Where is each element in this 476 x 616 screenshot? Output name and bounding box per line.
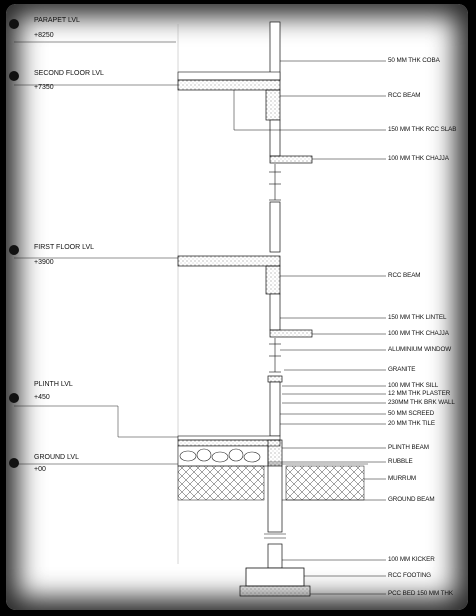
level-name-ground: GROUND LVL bbox=[34, 454, 79, 461]
level-value-plinth: +450 bbox=[34, 394, 50, 401]
murrum-fill-left bbox=[178, 466, 264, 500]
callout-rcc-beam-lower: RCC BEAM bbox=[388, 272, 421, 279]
rcc-footing bbox=[246, 568, 304, 586]
callout-rcc-footing: RCC FOOTING bbox=[388, 572, 431, 579]
callout-tile: 20 MM THK TILE bbox=[388, 420, 436, 427]
level-value-ground: +00 bbox=[34, 466, 46, 473]
callout-rubble: RUBBLE bbox=[388, 458, 413, 465]
level-value-second-floor: +7350 bbox=[34, 84, 54, 91]
callout-plaster: 12 MM THK PLASTER bbox=[388, 390, 451, 397]
callout-rcc-beam-upper: RCC BEAM bbox=[388, 92, 421, 99]
callout-pcc-bed: PCC BED 150 MM THK bbox=[388, 590, 453, 597]
column-stub bbox=[268, 466, 282, 532]
chajja-upper bbox=[270, 156, 312, 163]
callout-leaders bbox=[234, 61, 386, 594]
murrum-fill-right bbox=[286, 466, 364, 500]
level-name-plinth: PLINTH LVL bbox=[34, 381, 73, 388]
chajja-lower bbox=[270, 330, 312, 337]
callout-murrum: MURRUM bbox=[388, 475, 417, 482]
second-floor-beam bbox=[266, 90, 280, 120]
callout-ground-beam: GROUND BEAM bbox=[388, 496, 435, 503]
callout-sill: 100 MM THK SILL bbox=[388, 382, 439, 389]
first-floor-slab bbox=[178, 256, 280, 266]
rubble-fill bbox=[178, 446, 268, 466]
kicker bbox=[268, 544, 282, 568]
callout-kicker: 100 MM KICKER bbox=[388, 556, 435, 563]
callout-lintel: 150 MM THK LINTEL bbox=[388, 314, 447, 321]
pcc-bed bbox=[240, 586, 310, 596]
callout-brick-wall: 230MM THK BRK WALL bbox=[388, 399, 455, 406]
callout-chajja-upper: 100 MM THK CHAJJA bbox=[388, 155, 449, 162]
second-floor-slab bbox=[178, 80, 280, 90]
first-floor-beam bbox=[266, 266, 280, 294]
level-markers bbox=[9, 19, 19, 468]
callout-coba: 50 MM THK COBA bbox=[388, 57, 440, 64]
callout-granite: GRANITE bbox=[388, 366, 416, 373]
callout-rcc-slab: 150 MM THK RCC SLAB bbox=[388, 126, 457, 133]
level-name-second-floor: SECOND FLOOR LVL bbox=[34, 70, 104, 77]
callout-aluminium-window: ALUMINIUM WINDOW bbox=[388, 346, 452, 353]
level-name-parapet: PARAPET LVL bbox=[34, 17, 80, 24]
callout-screed: 50 MM SCREED bbox=[388, 410, 435, 417]
level-lines bbox=[14, 42, 368, 464]
level-value-first-floor: +3900 bbox=[34, 259, 54, 266]
level-name-first-floor: FIRST FLOOR LVL bbox=[34, 244, 95, 251]
level-value-parapet: +8250 bbox=[34, 32, 54, 39]
callout-chajja-lower: 100 MM THK CHAJJA bbox=[388, 330, 449, 337]
callout-plinth-beam: PLINTH BEAM bbox=[388, 444, 429, 451]
section-drawing-sheet bbox=[6, 4, 468, 610]
